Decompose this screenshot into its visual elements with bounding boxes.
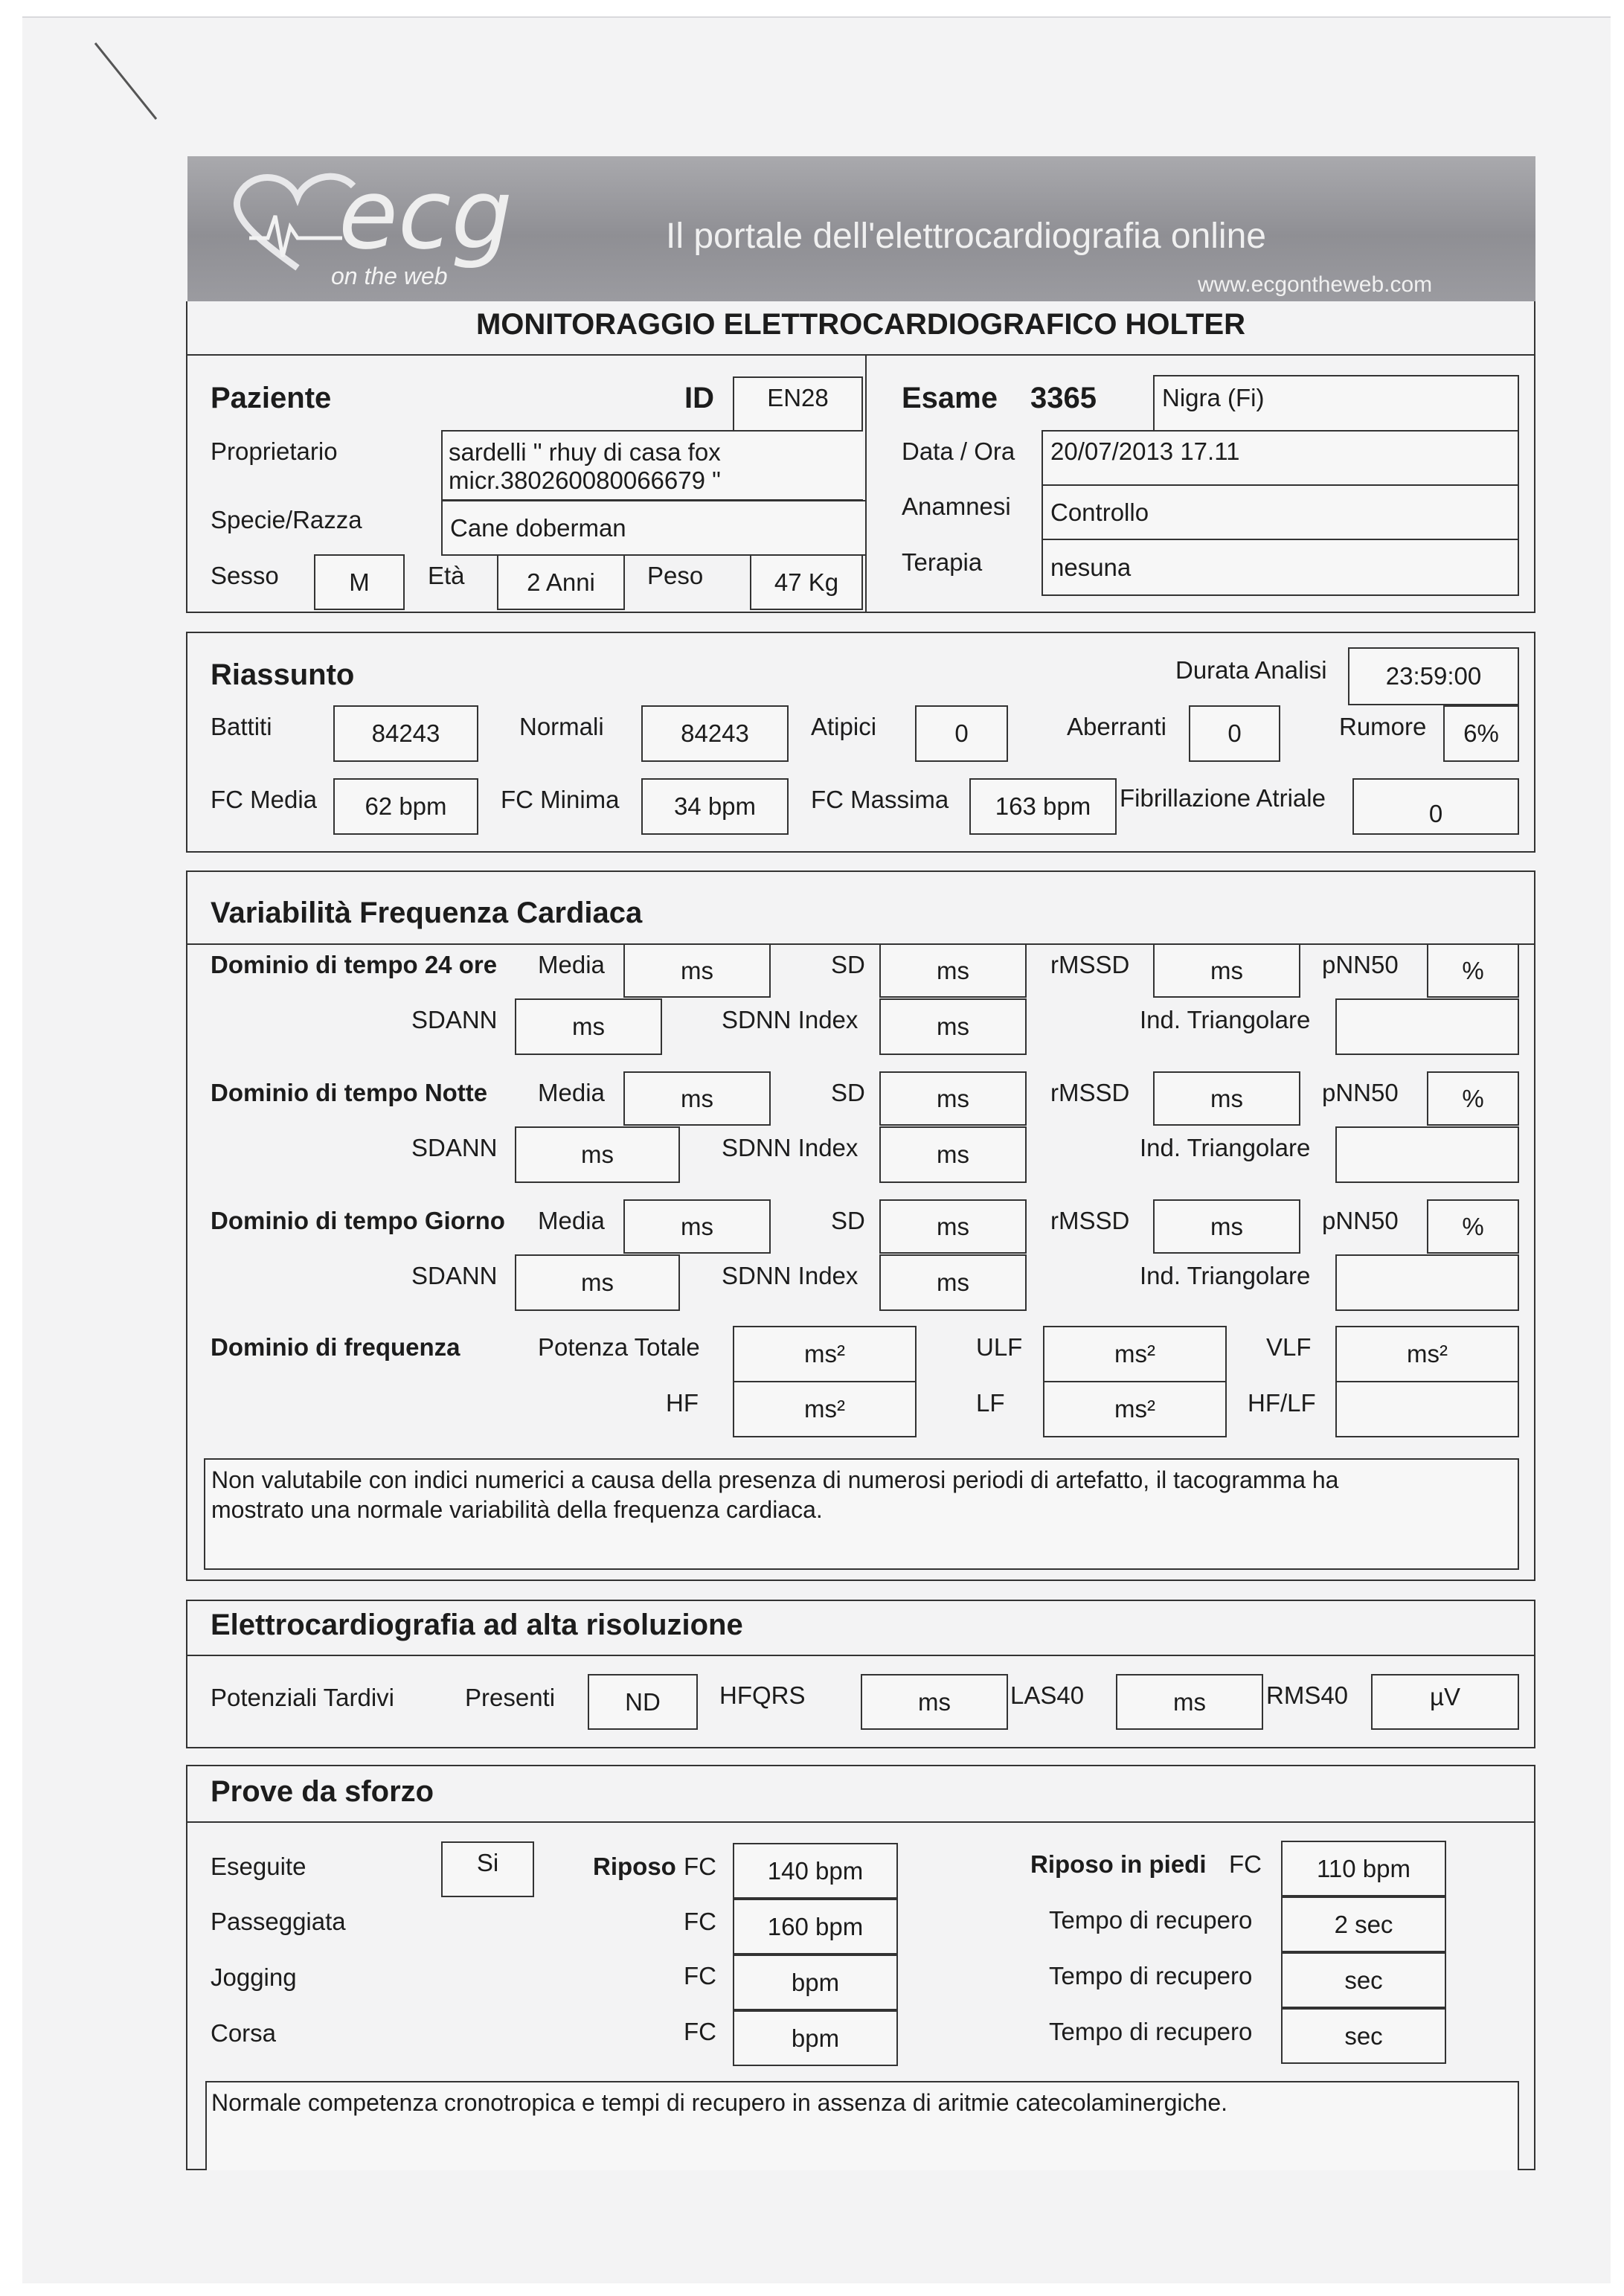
stress-heading: Prove da sforzo	[211, 1775, 434, 1808]
hrv-freq-label: Dominio di frequenza	[211, 1333, 460, 1361]
duration-value: 23:59:00	[1348, 647, 1519, 705]
hrv-24h-media-value: ms	[623, 943, 771, 998]
hr-mean-value: 62 bpm	[333, 778, 478, 835]
run-value: bpm	[733, 2010, 898, 2066]
patient-heading: Paziente	[211, 382, 332, 414]
hrv-night-tri-label: Ind. Triangolare	[1140, 1134, 1311, 1161]
hrv-day-media-label: Media	[538, 1207, 605, 1234]
hr-min-label: FC Minima	[501, 786, 620, 813]
hrv-24h-rmssd-label: rMSSD	[1050, 951, 1130, 978]
noise-value: 6%	[1443, 705, 1519, 762]
jog-label: Jogging	[211, 1963, 297, 1991]
hrv-day-sd-value: ms	[879, 1199, 1027, 1254]
pen-mark	[89, 37, 171, 126]
rest-value: 140 bpm	[733, 1843, 898, 1899]
sex-label: Sesso	[211, 562, 279, 589]
late-potentials-label: Potenziali Tardivi	[211, 1684, 395, 1711]
noise-label: Rumore	[1339, 713, 1427, 740]
owner-label: Proprietario	[211, 437, 338, 465]
atypical-value: 0	[915, 705, 1008, 762]
hrv-night-tri-value	[1335, 1126, 1519, 1183]
duration-label: Durata Analisi	[1175, 656, 1327, 684]
hrv-night-sd-value: ms	[879, 1071, 1027, 1126]
hrv-24h-sdann-label: SDANN	[411, 1006, 498, 1033]
beats-value: 84243	[333, 705, 478, 762]
walk-fc-label: FC	[684, 1908, 716, 1935]
hrv-24h-tri-value	[1335, 998, 1519, 1055]
vlf-label: VLF	[1266, 1333, 1312, 1361]
hrv-heading: Variabilità Frequenza Cardiaca	[211, 897, 643, 929]
af-label: Fibrillazione Atriale	[1120, 784, 1326, 812]
hflf-label: HF/LF	[1248, 1389, 1316, 1417]
las40-label: LAS40	[1010, 1681, 1085, 1709]
hrv-24h-label: Dominio di tempo 24 ore	[211, 951, 498, 978]
age-value: 2 Anni	[497, 554, 625, 610]
logo-subtitle: on the web	[331, 263, 448, 289]
exam-place: Nigra (Fi)	[1153, 375, 1519, 432]
hrv-day-media-value: ms	[623, 1199, 771, 1254]
history-label: Anamnesi	[902, 493, 1011, 520]
hrv-day-pnn50-value: %	[1427, 1199, 1519, 1254]
species-value: Cane doberman	[441, 500, 865, 556]
hr-max-value: 163 bpm	[969, 778, 1117, 835]
hrv-night-label: Dominio di tempo Notte	[211, 1079, 488, 1106]
hrv-heading-rule	[186, 943, 1535, 945]
run-label: Corsa	[211, 2019, 277, 2047]
standing-label: Riposo in piedi	[1030, 1850, 1207, 1878]
ulf-value: ms²	[1043, 1326, 1227, 1382]
hrv-24h-pnn50-value: %	[1427, 943, 1519, 998]
hrv-day-sdann-value: ms	[515, 1254, 680, 1311]
hires-heading: Elettrocardiografia ad alta risoluzione	[211, 1609, 743, 1641]
total-power-value: ms²	[733, 1326, 917, 1382]
rest-fc-label: FC	[684, 1853, 716, 1880]
hrv-night-sdnn-label: SDNN Index	[722, 1134, 858, 1161]
hrv-night-media-value: ms	[623, 1071, 771, 1126]
aberrant-value: 0	[1189, 705, 1280, 762]
present-value: ND	[588, 1674, 698, 1730]
jog-recovery-value: sec	[1281, 1952, 1446, 2008]
hr-max-label: FC Massima	[811, 786, 949, 813]
done-label: Eseguite	[211, 1853, 306, 1880]
therapy-value: nesuna	[1042, 539, 1519, 596]
hf-value: ms²	[733, 1381, 917, 1437]
stress-note: Normale competenza cronotropica e tempi di recupero in assenza di aritmie catecolaminergiche.	[211, 2089, 1227, 2116]
hrv-night-sdann-value: ms	[515, 1126, 680, 1183]
hfqrs-value: ms	[861, 1674, 1008, 1730]
hrv-night-rmssd-label: rMSSD	[1050, 1079, 1130, 1106]
beats-label: Battiti	[211, 713, 272, 740]
run-recovery-value: sec	[1281, 2008, 1446, 2064]
hrv-night-sdnn-value: ms	[879, 1126, 1027, 1183]
date-label: Data / Ora	[902, 437, 1015, 465]
rms40-label: RMS40	[1266, 1681, 1349, 1709]
id-value: EN28	[733, 376, 863, 434]
hf-label: HF	[666, 1389, 699, 1417]
section-divider	[865, 354, 867, 613]
jog-fc-label: FC	[684, 1962, 716, 1989]
hrv-night-pnn50-value: %	[1427, 1071, 1519, 1126]
total-power-label: Potenza Totale	[538, 1333, 700, 1361]
owner-line2: micr.380260080066679 "	[449, 466, 721, 494]
hrv-24h-sd-value: ms	[879, 943, 1027, 998]
jog-value: bpm	[733, 1955, 898, 2010]
hrv-day-sdnn-value: ms	[879, 1254, 1027, 1311]
walk-value: 160 bpm	[733, 1899, 898, 1955]
las40-value: ms	[1116, 1674, 1263, 1730]
atypical-label: Atipici	[811, 713, 877, 740]
weight-label: Peso	[647, 562, 704, 589]
hrv-24h-sdann-value: ms	[515, 998, 662, 1055]
hrv-day-sdnn-label: SDNN Index	[722, 1262, 858, 1289]
tagline: Il portale dell'elettrocardiografia online	[666, 217, 1266, 256]
hrv-day-tri-value	[1335, 1254, 1519, 1311]
lf-label: LF	[976, 1389, 1005, 1417]
normal-label: Normali	[519, 713, 604, 740]
page-title: MONITORAGGIO ELETTROCARDIOGRAFICO HOLTER	[475, 308, 1246, 341]
hrv-night-sd-label: SD	[831, 1079, 865, 1106]
hires-heading-rule	[186, 1655, 1535, 1656]
logo-text: ecg	[338, 158, 513, 271]
site-url: www.ecgontheweb.com	[1198, 272, 1433, 297]
hrv-day-rmssd-value: ms	[1153, 1199, 1300, 1254]
rms40-value: µV	[1371, 1674, 1519, 1730]
run-fc-label: FC	[684, 2018, 716, 2045]
summary-heading: Riassunto	[211, 658, 355, 691]
hrv-24h-tri-label: Ind. Triangolare	[1140, 1006, 1311, 1033]
sex-value: M	[314, 554, 405, 610]
hrv-24h-rmssd-value: ms	[1153, 943, 1300, 998]
id-label: ID	[684, 382, 714, 414]
hrv-night-rmssd-value: ms	[1153, 1071, 1300, 1126]
hrv-day-label: Dominio di tempo Giorno	[211, 1207, 505, 1234]
hrv-day-tri-label: Ind. Triangolare	[1140, 1262, 1311, 1289]
lf-value: ms²	[1043, 1381, 1227, 1437]
hrv-24h-sdnn-value: ms	[879, 998, 1027, 1055]
hr-mean-label: FC Media	[211, 786, 318, 813]
owner-line1: sardelli " rhuy di casa fox	[449, 438, 721, 466]
stress-heading-rule	[186, 1821, 1535, 1823]
therapy-label: Terapia	[902, 548, 983, 576]
run-recovery-label: Tempo di recupero	[1049, 2018, 1253, 2045]
present-label: Presenti	[465, 1684, 556, 1711]
hfqrs-label: HFQRS	[719, 1681, 806, 1709]
jog-recovery-label: Tempo di recupero	[1049, 1962, 1253, 1989]
hrv-24h-media-label: Media	[538, 951, 605, 978]
hrv-night-pnn50-label: pNN50	[1322, 1079, 1399, 1106]
hrv-night-media-label: Media	[538, 1079, 605, 1106]
standing-value: 110 bpm	[1281, 1841, 1446, 1896]
hrv-day-rmssd-label: rMSSD	[1050, 1207, 1130, 1234]
walk-recovery-value: 2 sec	[1281, 1896, 1446, 1952]
hrv-24h-sd-label: SD	[831, 951, 865, 978]
hrv-24h-pnn50-label: pNN50	[1322, 951, 1399, 978]
date-value: 20/07/2013 17.11	[1042, 430, 1519, 486]
species-label: Specie/Razza	[211, 506, 362, 533]
hrv-day-sdann-label: SDANN	[411, 1262, 498, 1289]
hrv-night-sdann-label: SDANN	[411, 1134, 498, 1161]
hrv-24h-sdnn-label: SDNN Index	[722, 1006, 858, 1033]
weight-value: 47 Kg	[750, 554, 863, 610]
hflf-value	[1335, 1381, 1519, 1437]
age-label: Età	[428, 562, 465, 589]
history-value: Controllo	[1042, 484, 1519, 540]
hrv-day-sd-label: SD	[831, 1207, 865, 1234]
hr-min-value: 34 bpm	[641, 778, 789, 835]
hrv-note-line1: Non valutabile con indici numerici a causa della presenza di numerosi periodi di artefatto, il tacogramma ha	[211, 1466, 1339, 1493]
exam-heading: Esame	[902, 382, 998, 414]
hrv-day-pnn50-label: pNN50	[1322, 1207, 1399, 1234]
done-value: Si	[441, 1841, 534, 1897]
vlf-value: ms²	[1335, 1326, 1519, 1382]
ulf-label: ULF	[976, 1333, 1023, 1361]
hrv-note-line2: mostrato una normale variabilità della frequenza cardiaca.	[211, 1496, 823, 1523]
standing-fc-label: FC	[1229, 1850, 1262, 1878]
rest-label: Riposo	[593, 1853, 676, 1880]
aberrant-label: Aberranti	[1067, 713, 1166, 740]
exam-number: 3365	[1030, 382, 1097, 414]
normal-value: 84243	[641, 705, 789, 762]
walk-recovery-label: Tempo di recupero	[1049, 1906, 1253, 1934]
af-value: 0	[1352, 778, 1519, 835]
walk-label: Passeggiata	[211, 1908, 346, 1935]
